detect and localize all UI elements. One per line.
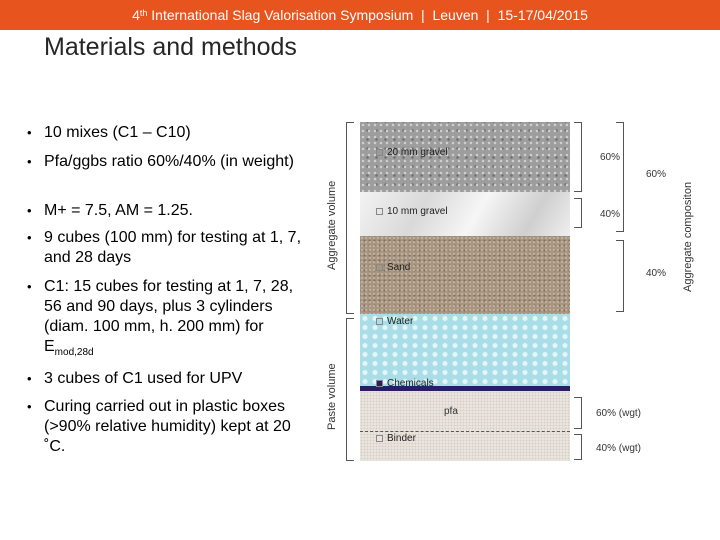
layer-water	[360, 314, 570, 386]
layer-sand	[360, 236, 570, 314]
binder-sublabel-pfa: pfa	[444, 406, 458, 417]
swatch-icon	[376, 149, 383, 156]
layer-label-text: 20 mm gravel	[387, 147, 448, 158]
layer-gravel-20mm	[360, 122, 570, 192]
gravel10-bracket	[574, 198, 582, 228]
layer-label	[376, 262, 410, 273]
aggregate-bracket	[346, 122, 354, 314]
swatch-icon	[376, 435, 383, 442]
header-ordinal: 4	[132, 7, 140, 23]
swatch-icon	[376, 208, 383, 215]
gravel20-percent: 60%	[600, 152, 621, 163]
layer-binder	[360, 391, 570, 461]
bullet-dot: •	[27, 371, 32, 386]
swatch-icon	[376, 264, 383, 271]
gravel-total-percent: 60%	[646, 169, 667, 180]
bullet-text	[44, 277, 306, 363]
bullet-dot: •	[27, 230, 32, 245]
layer-label-text: 10 mm gravel	[387, 206, 448, 217]
bullet-dot: •	[27, 279, 32, 294]
bullet-dot: •	[27, 154, 32, 169]
bullet-text: Pfa/ggbs ratio 60%/40% (in weight)	[44, 153, 294, 170]
layer-label-text: Chemicals	[387, 378, 434, 389]
header-text: International Slag Valorisation Symposium | Leuven | 15-17/04/2015	[147, 7, 588, 23]
bullet-text-main: C1: 15 cubes for testing at 1, 7, 28, 56 and 90 days, plus 3 cylinders (diam. 100 mm, h. 200 mm) for E	[44, 278, 294, 355]
binder-divider	[360, 431, 570, 432]
ggbs-percent: 40% (wgt)	[596, 443, 642, 454]
layer-label	[376, 378, 434, 389]
layer-label-text: Water	[387, 316, 414, 327]
aggregate-composition-label: Aggregate compositon	[682, 181, 694, 292]
header-ordinal-suffix: th	[139, 8, 148, 18]
header-bar	[0, 0, 720, 30]
layer-label	[376, 206, 448, 217]
swatch-icon	[376, 380, 383, 387]
layer-label	[376, 433, 416, 444]
bullet-dot: •	[27, 203, 32, 218]
bullet-subscript: mod,28d	[54, 347, 94, 359]
paste-bracket	[346, 318, 354, 461]
bullet-text: 3 cubes of C1 used for UPV	[44, 370, 243, 387]
paste-volume-label: Paste volume	[326, 363, 338, 430]
layer-label	[376, 147, 448, 158]
layer-label	[376, 316, 413, 327]
pfa-percent: 60% (wgt)	[596, 408, 642, 419]
composition-figure	[318, 118, 718, 468]
bullet-text: Curing carried out in plastic boxes (>90% relative humidity) kept at 20 ˚C.	[44, 398, 291, 455]
sand-bracket	[616, 240, 624, 312]
gravel-total-bracket	[616, 122, 624, 232]
bullet-text: 9 cubes (100 mm) for testing at 1, 7, and 28 days	[44, 229, 302, 266]
layer-label-text: Sand	[387, 262, 411, 273]
bullet-text: M+ = 7.5, AM = 1.25.	[44, 202, 193, 219]
ggbs-bracket	[574, 434, 582, 460]
bullet-dot: •	[27, 399, 32, 414]
slide-title: Materials and methods	[44, 33, 297, 61]
bullet-text: 10 mixes (C1 – C10)	[44, 124, 191, 141]
layer-label-text: Binder	[387, 433, 416, 444]
gravel20-bracket	[574, 122, 582, 192]
gravel10-percent: 40%	[600, 209, 621, 220]
swatch-icon	[376, 318, 383, 325]
aggregate-volume-label: Aggregate volume	[326, 180, 338, 270]
pfa-bracket	[574, 397, 582, 429]
bullet-dot: •	[27, 125, 32, 140]
sand-percent: 40%	[646, 268, 667, 279]
layer-gravel-10mm	[360, 192, 570, 236]
